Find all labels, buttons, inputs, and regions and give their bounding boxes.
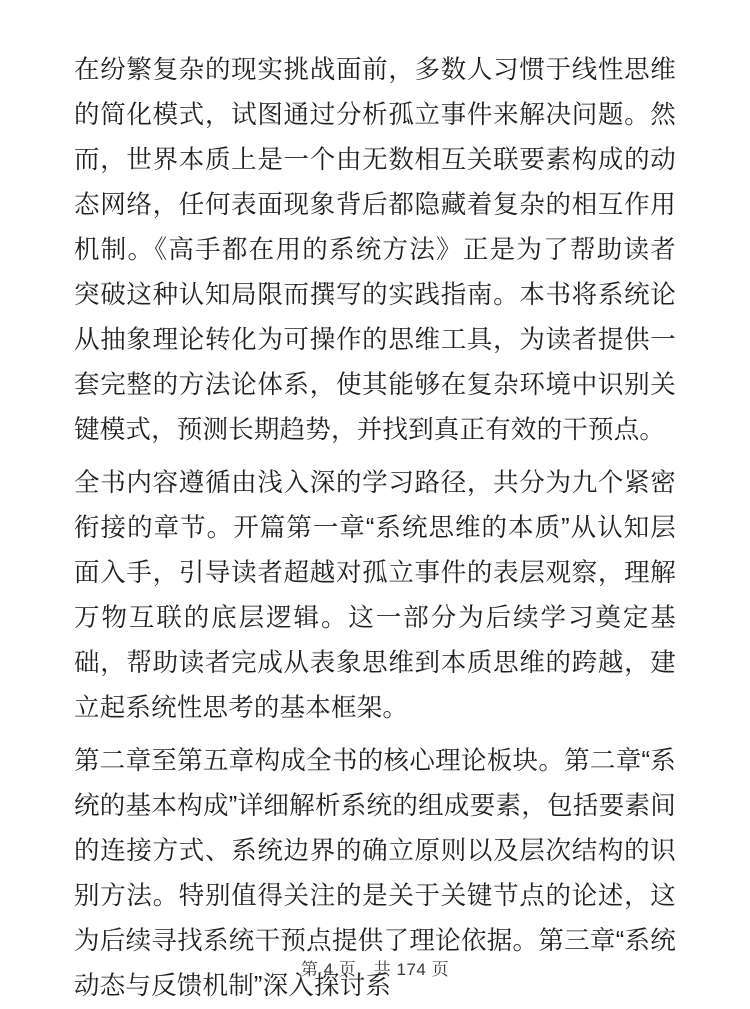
paragraph-1: 在纷繁复杂的现实挑战面前，多数人习惯于线性思维的简化模式，试图通过分析孤立事件来解决问题。然而，世界本质上是一个由无数相互关联要素构成的动态网络，任何表面现象背后都隐藏着复杂的相互作用机制。《高手都在用的系统方法》正是为了帮助读者突破这种认知局限而撰写的实践指南。本书将系统论从抽象理论转化为可操作的思维工具，为读者提供一套完整的方法论体系，使其能够在复杂环境中识别关键模式，预测长期趋势，并找到真正有效的干预点。 [74,56,676,444]
page-content [74,48,676,1009]
page-footer: 第 4 页，共 174 页 [300,960,450,979]
paragraph-2: 全书内容遵循由浅入深的学习路径，共分为九个紧密衔接的章节。开篇第一章“系统思维的本质”从认知层面入手，引导读者超越对孤立事件的表层观察，理解万物互联的底层逻辑。这一部分为后续学习奠定基础，帮助读者完成从表象思维到本质思维的跨越，建立起系统性思考的基本框架。 [74,469,676,722]
paragraph-3: 第二章至第五章构成全书的核心理论板块。第二章“系统的基本构成”详细解析系统的组成要素，包括要素间的连接方式、系统边界的确立原则以及层次结构的识别方法。特别值得关注的是关于关键节点的论述，这为后续寻找系统干预点提供了理论依据。第三章“系统动态与反馈机制”深入探讨系 [74,747,676,1000]
